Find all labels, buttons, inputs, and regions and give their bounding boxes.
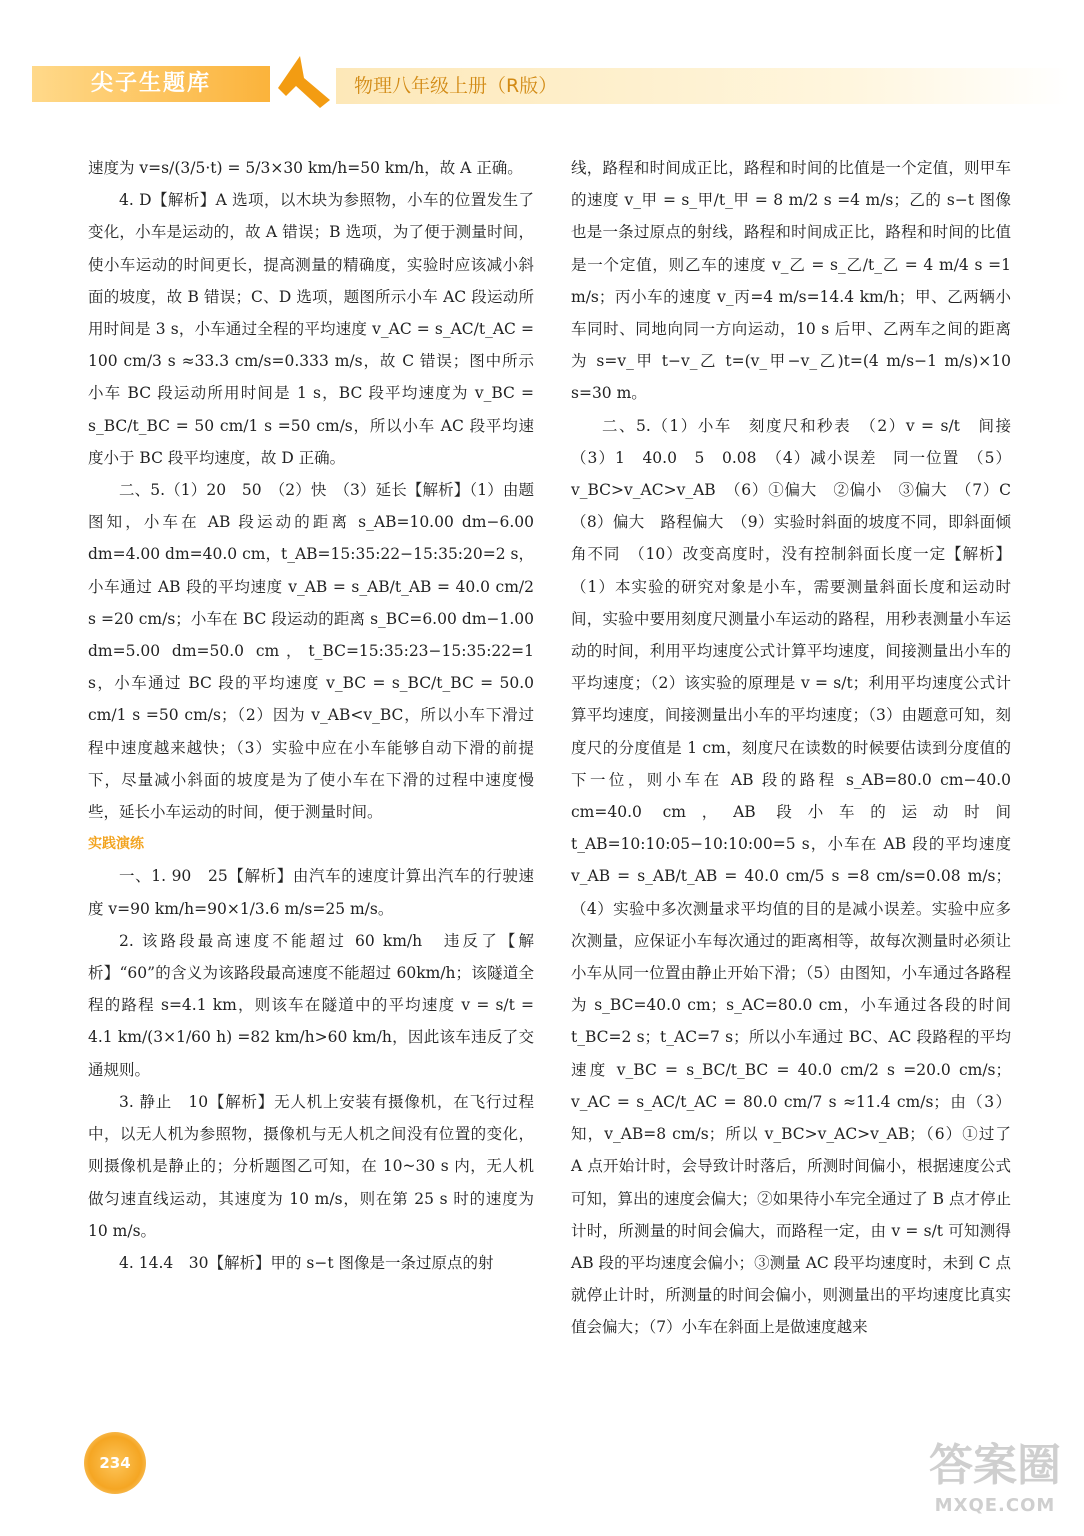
subject-title: 物理八年级上册（R版） — [354, 75, 558, 97]
text-paragraph: 3. 静止 10【解析】无人机上安装有摄像机，在飞行过程中，以无人机为参照物，摄像机与无人机之间没有位置的变化，则摄像机是静止的；分析题图乙可知，在 10~30 s 内，无人机做匀速直线运动，其速度为 10 m/s，则在第 25 s 时的速度为 10 m/s。 — [88, 1092, 534, 1240]
page-header — [0, 0, 1084, 120]
text-paragraph: 二、5.（1）20 50 （2）快 （3）延长【解析】（1）由题图知，小车在 AB 段运动的距离 s_AB=10.00 dm−6.00 dm=4.00 dm=40.0 cm，t_AB=15:35:22−15:35:20=2 s，小车通过 AB 段的平均速度 v_AB = s_AB/t_AB = 40.0 cm/2 s =20 cm/s；小车在 BC 段运动的距离 s_BC=6.00 dm−1.00 dm=5.00 dm=50.0 cm，t_BC=15:35:23−15:35:22=1 s，小车通过 BC 段的平均速度 v_BC = s_BC/t_BC = 50.0 cm/1 s =50 cm/s；（2）因为 v_AB<v_BC，所以小车下滑过程中速度越来越快；（3）实验中应在小车能够自动下滑的前提下，尽量减小斜面的坡度是为了使小车在下滑的过程中速度慢些，延长小车运动的时间，便于测量时间。 — [88, 481, 534, 822]
brand-label: 尖子生题库 — [32, 66, 270, 102]
text-paragraph: 2. 该路段最高速度不能超过 60 km/h 违反了【解析】“60”的含义为该路段最高速度不能超过 60km/h；该隧道全程的路程 s=4.1 km，则该车在隧道中的平均速度 v = s/t = 4.1 km/(3×1/60 h) =82 km/h>60 km/h，因此该车违反了交通规则。 — [88, 931, 534, 1079]
page-number-badge: 234 — [84, 1432, 146, 1494]
text-paragraph: 二、5.（1）小车 刻度尺和秒表 （2）v = s/t 间接 （3）1 40.0 5 0.08 （4）减小误差 同一位置 （5）v_BC>v_AC>v_AB （6）①偏大 ②偏小 ③偏大 （7）C （8）偏大 路程偏大 （9）实验时斜面的坡度不同，即斜面倾角不同 （10）改变高度时，没有控制斜面长度一定【解析】（1）本实验的研究对象是小车，需要测量斜面长度和运动时间，实验中要用刻度尺测量小车运动的路程，用秒表测量小车运动的时间，利用平均速度公式计算平均速度，间接测量出小车的平均速度；（2）该实验的原理是 v = s/t；利用平均速度公式计算平均速度，间接测量出小车的平均速度；（3）由题意可知，刻度尺的分度值是 1 cm，刻度尺在读数的时候要估读到分度值的下一位，则小车在 AB 段的路程 s_AB=80.0 cm−40.0 cm=40.0 cm，AB 段小车的运动时间 t_AB=10:10:05−10:10:00=5 s，小车在 AB 段的平均速度 v_AB = s_AB/t_AB = 40.0 cm/5 s =8 cm/s=0.08 m/s；（4）实验中多次测量求平均值的目的是减小误差。实验中应多次测量，应保证小车每次通过的距离相等，故每次测量时必须让小车从同一位置由静止开始下滑；（5）由图知，小车通过各路程为 s_BC=40.0 cm；s_AC=80.0 cm，小车通过各段的时间 t_BC=2 s；t_AC=7 s；所以小车通过 BC、AC 段路程的平均速度 v_BC = s_BC/t_BC = 40.0 cm/2 s =20.0 cm/s；v_AC = s_AC/t_AC = 80.0 cm/7 s ≈11.4 cm/s；由（3）知，v_AB=8 cm/s；所以 v_BC>v_AC>v_AB；（6）①过了 A 点开始计时，会导致计时落后，所测时间偏小，根据速度公式可知，算出的速度会偏大；②如果待小车完全通过了 B 点才停止计时，所测量的时间会偏大，而路程一定，由 v = s/t 可知测得 AB 段的平均速度会偏小；③测量 AC 段平均速度时，未到 C 点就停止计时，所测量的时间会偏小，则测量出的平均速度比真实值会偏大；（7）小车在斜面上是做速度越来 — [571, 416, 1027, 1337]
right-column — [571, 152, 1027, 1344]
watermark — [920, 1440, 1070, 1530]
text-paragraph: 4. D【解析】A 选项，以木块为参照物，小车的位置发生了变化，小车是运动的，故 A 错误；B 选项，为了便于测量时间，使小车运动的时间更长，提高测量的精确度，实验时应该减小斜面的坡度，故 B 错误；C、D 选项，题图所示小车 AC 段运动所用时间是 3 s，小车通过全程的平均速度 v_AC = s_AC/t_AC = 100 cm/3 s ≈33.3 cm/s=0.333 m/s，故 C 错误；图中所示小车 BC 段运动所用时间是 1 s，BC 段平均速度为 v_BC = s_BC/t_BC = 50 cm/1 s =50 cm/s，所以小车 AC 段平均速度小于 BC 段平均速度，故 D 正确。 — [88, 191, 534, 467]
watermark-url: MXQE.COM — [934, 1495, 1056, 1516]
text-paragraph: 一、1. 90 25【解析】由汽车的速度计算出汽车的行驶速度 v=90 km/h=90×1/3.6 m/s=25 m/s。 — [88, 867, 534, 918]
arrow-icon — [270, 48, 336, 114]
watermark-logo: 答案圈 — [929, 1440, 1061, 1491]
left-column — [88, 152, 534, 1279]
text-paragraph: 线，路程和时间成正比，路程和时间的比值是一个定值，则甲车的速度 v_甲 = s_甲/t_甲 = 8 m/2 s =4 m/s；乙的 s−t 图像也是一条过原点的射线，路程和时间成正比，路程和时间的比值是一个定值，则乙车的速度 v_乙 = s_乙/t_乙 = 4 m/4 s =1 m/s；丙小车的速度 v_丙=4 m/s=14.4 km/h；甲、乙两辆小车同时、同地向同一方向运动，10 s 后甲、乙两车之间的距离为 s=v_甲 t−v_乙 t=(v_甲−v_乙)t=(4 m/s−1 m/s)×10 s=30 m。 — [571, 159, 1011, 403]
text-paragraph: 速度为 v=s/(3/5·t) = 5/3×30 km/h=50 km/h，故 A 正确。 — [88, 159, 523, 177]
text-paragraph: 4. 14.4 30【解析】甲的 s−t 图像是一条过原点的射 — [119, 1253, 494, 1272]
section-heading: 实践演练 — [88, 836, 144, 853]
